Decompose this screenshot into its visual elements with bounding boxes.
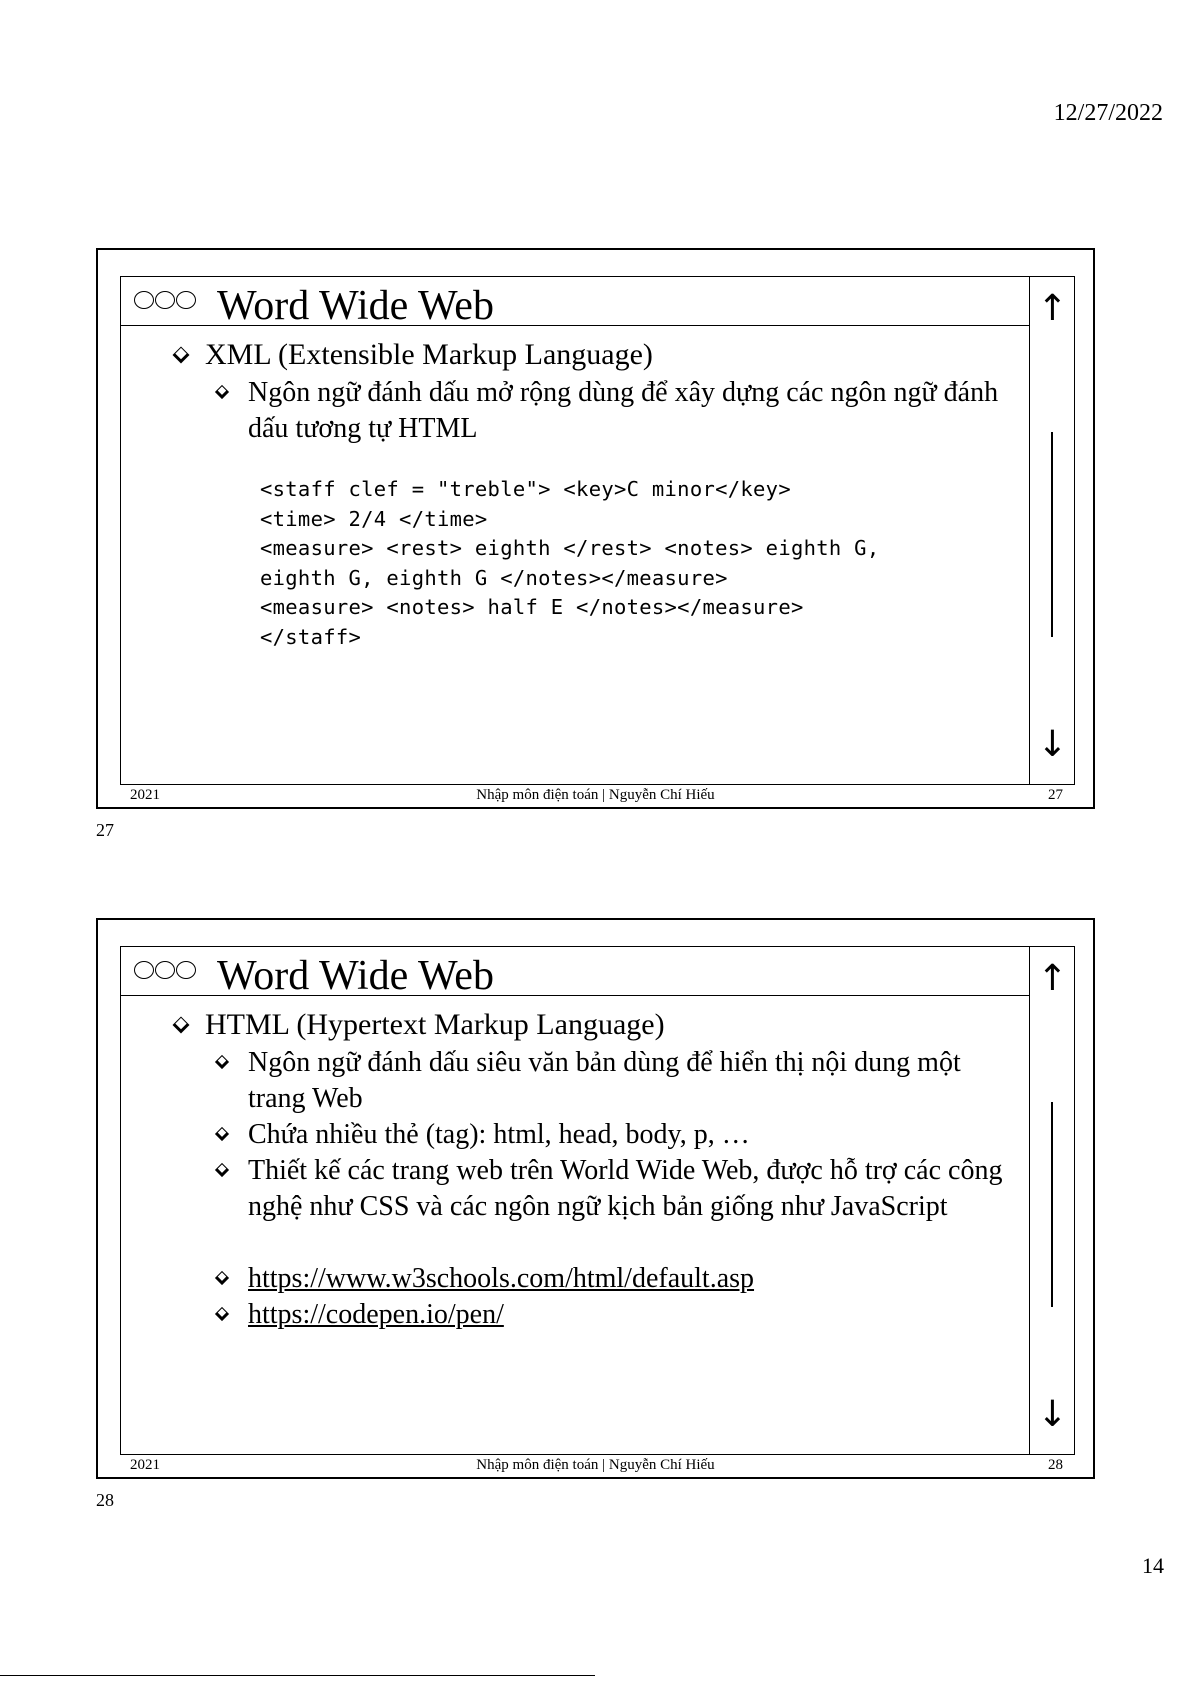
code-block xyxy=(260,475,1024,652)
bullet-xml: XML (Extensible Markup Language) xyxy=(169,337,1024,373)
code-line: </staff> xyxy=(260,624,362,649)
window-circles-icon xyxy=(134,961,196,979)
slide-frame xyxy=(120,276,1075,785)
code-line: <measure> <rest> eighth </rest> <notes> eighth G, xyxy=(260,536,880,560)
window-circles-icon xyxy=(134,291,196,309)
slide-footer xyxy=(98,1456,1093,1478)
arrow-down-icon: ↓ xyxy=(1037,724,1068,765)
slide-footer xyxy=(98,786,1093,808)
sub-bullet: Ngôn ngữ đánh dấu mở rộng dùng để xây dựng các ngôn ngữ đánh dấu tương tự HTML xyxy=(211,375,1024,447)
sub-bullet: Chứa nhiều thẻ (tag): html, head, body, p, … xyxy=(211,1117,1024,1153)
footnote-rule xyxy=(0,1675,595,1676)
arrow-up-icon: ↑ xyxy=(1037,288,1068,329)
slide-frame xyxy=(120,946,1075,1455)
arrow-down-icon: ↓ xyxy=(1037,1394,1068,1435)
slide-title-bar xyxy=(121,277,1029,329)
slide-content xyxy=(169,337,1024,652)
arrow-up-icon: ↑ xyxy=(1037,958,1068,999)
footer-slide-number: 27 xyxy=(1048,787,1063,803)
sub-bullet: Thiết kế các trang web trên World Wide Web, được hỗ trợ các công nghệ như CSS và các ngôn ngữ kịch bản giống như JavaScript xyxy=(211,1153,1024,1225)
slide-content xyxy=(169,1007,1024,1333)
code-line: <staff clef = "treble"> <key>C minor</key> xyxy=(260,477,791,501)
page-date: 12/27/2022 xyxy=(1053,100,1163,126)
slide-number-label: 27 xyxy=(96,820,114,840)
slide-27 xyxy=(96,248,1095,809)
slide-title-bar xyxy=(121,947,1029,999)
link-codepen[interactable]: https://codepen.io/pen/ xyxy=(211,1297,1024,1333)
scrollbar xyxy=(1029,277,1074,784)
page-number: 14 xyxy=(1142,1553,1164,1578)
scrollbar xyxy=(1029,947,1074,1454)
code-line: eighth G, eighth G </notes></measure> xyxy=(260,565,728,590)
slide-title: Word Wide Web xyxy=(217,283,494,329)
scrollbar-track xyxy=(1051,432,1053,637)
footer-year: 2021 xyxy=(130,787,160,803)
sub-bullet: Ngôn ngữ đánh dấu siêu văn bản dùng để hiển thị nội dung một trang Web xyxy=(211,1045,1024,1117)
footer-course: Nhập môn điện toán | Nguyễn Chí Hiếu xyxy=(476,1457,715,1473)
scrollbar-track xyxy=(1051,1102,1053,1307)
code-line: <measure> <notes> half E </notes></measure> xyxy=(260,595,804,619)
slide-number-label: 28 xyxy=(96,1490,114,1510)
bullet-html: HTML (Hypertext Markup Language) xyxy=(169,1007,1024,1043)
footer-course: Nhập môn điện toán | Nguyễn Chí Hiếu xyxy=(476,787,715,803)
link-w3schools[interactable]: https://www.w3schools.com/html/default.asp xyxy=(211,1261,1024,1297)
footer-slide-number: 28 xyxy=(1048,1457,1063,1473)
footer-year: 2021 xyxy=(130,1457,160,1473)
code-line: <time> 2/4 </time> xyxy=(260,506,488,531)
slide-title: Word Wide Web xyxy=(217,953,494,999)
slide-28 xyxy=(96,918,1095,1479)
